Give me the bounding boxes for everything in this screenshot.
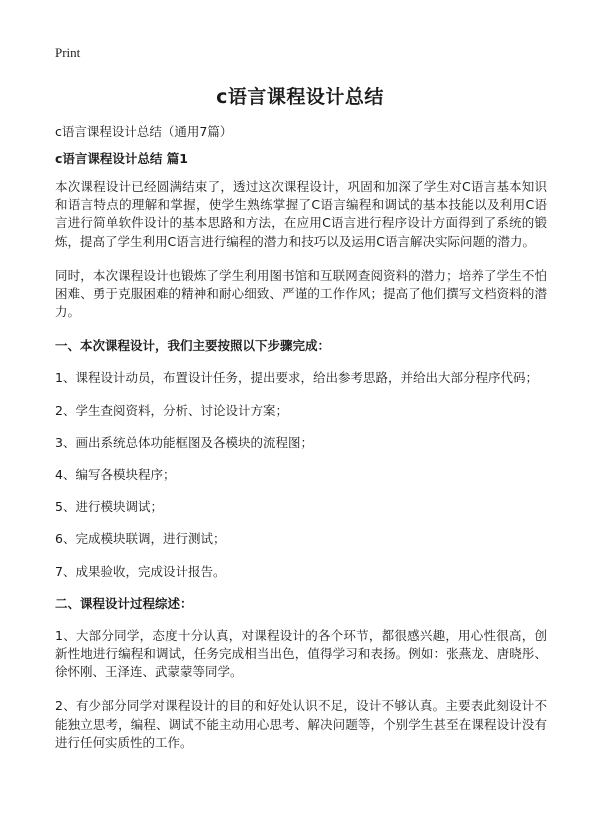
section-title: c语言课程设计总结 篇1: [55, 151, 188, 166]
review-heading: 二、课程设计过程综述：: [55, 595, 193, 611]
review-paragraph: 1、大部分同学，态度十分认真，对课程设计的各个环节，都很感兴趣，用心性很高，创新性地进行编程和调试，任务完成相当出色，值得学习和表扬。例如：张燕龙、唐晓彤、徐怀刚、王泽连、武蒙蒙等同学。: [55, 627, 547, 680]
step-item: 5、进行模块调试；: [55, 499, 163, 515]
intro-paragraph-2: 同时，本次课程设计也锻炼了学生利用图书馆和互联网查阅资料的潜力；培养了学生不怕困难、勇于克服困难的精神和耐心细致、严谨的工作作风；提高了他们撰写文档资料的潜力。: [55, 267, 547, 320]
intro-paragraph-1: 本次课程设计已经圆满结束了，透过这次课程设计，巩固和加深了学生对C语言基本知识和语言特点的理解和掌握，使学生熟练掌握了C语言编程和调试的基本技能以及利用C语言进行简单软件设计的基本思路和方法，在应用C语言进行程序设计方面得到了系统的锻炼，提高了学生利用C语言进行编程的潜力和技巧以及运用C语言解决实际问题的潜力。: [55, 179, 547, 249]
step-item: 4、编写各模块程序；: [55, 467, 176, 483]
page-title: c语言课程设计总结: [216, 86, 384, 108]
steps-heading: 一、本次课程设计，我们主要按照以下步骤完成：: [55, 338, 331, 354]
step-item: 6、完成模块联调，进行测试；: [55, 531, 226, 547]
step-item: 7、成果验收，完成设计报告。: [55, 563, 226, 579]
review-paragraph: 2、有少部分同学对课程设计的目的和好处认识不足，设计不够认真。主要表此刻设计不能独立思考，编程、调试不能主动用心思考、解决问题等，个别学生甚至在课程设计没有进行任何实质性的工作。: [55, 698, 547, 750]
step-item: 3、画出系统总体功能框图及各模块的流程图；: [55, 434, 313, 450]
document-subtitle: c语言课程设计总结（通用7篇）: [55, 124, 233, 139]
print-label: Print: [55, 45, 81, 60]
article-body: [55, 150, 547, 768]
step-item: 2、学生查阅资料，分析、讨论设计方案；: [55, 402, 288, 418]
step-item: 1、课程设计动员，布置设计任务，提出要求，给出参考思路，并给出大部分程序代码；: [55, 370, 538, 386]
